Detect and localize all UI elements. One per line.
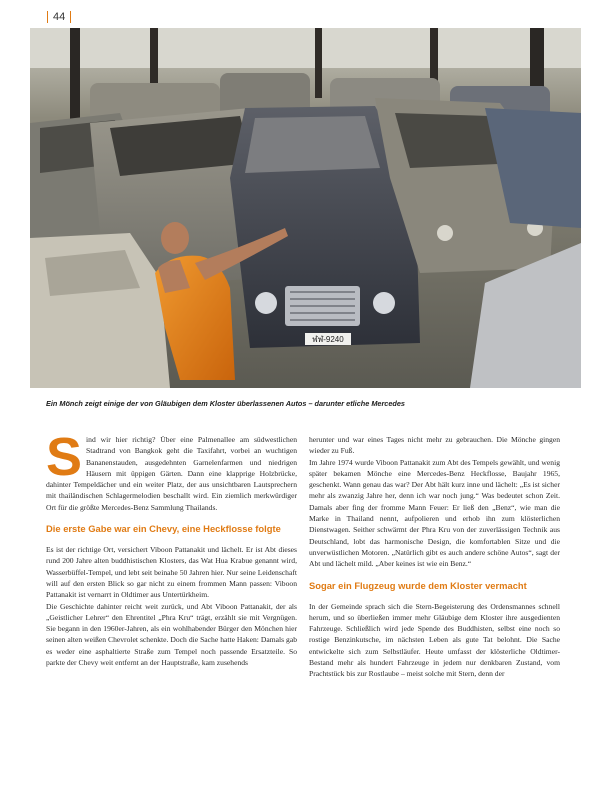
- intro-paragraph: [46, 427, 297, 513]
- article-photo: [30, 28, 581, 388]
- drop-cap: S: [46, 427, 83, 487]
- subheading-airplane: Sogar ein Flugzeug wurde dem Kloster vermacht: [309, 579, 527, 591]
- page-number: 44: [47, 11, 71, 23]
- paragraph-history: Die Geschichte dahinter reicht weit zurück, und Abt Viboon Pattanakit, der als „Geistlicher Lehrer“ den Ehrentitel „Phra Kru“ trägt, erzählt sie mit Vergnügen. Sie begann in den 1960er-Jahren, als ein wohlhabender Bürger den Mönchen hier seinen alten weißen Chevrolet schenkte. Doch die Sache hatte Haken: Damals gab es weder eine asphaltierte Straße zum Tempel noch passende Ersatzteile. So parkte der Chevy weit entfernt an der Hauptstraße, kam zusehends: [46, 601, 297, 668]
- intro-text: ind wir hier richtig? Über eine Palmenallee am südwestlichen Stadtrand von Bangkok geht die Taxifahrt, vorbei an wuchtigen Bananenstauden, ausgedehnten Garnelenfarmen und niedrigen Häusern mit üppigen Gärten. Dann eine klapprige Holzbrücke, dahinter Tempeldächer und ein weiter Platz, der aus unsichtbaren Lautsprechern mit thailändischen Schlagermelodien beschallt wird. Ein ziemlich merkwürdiger Ort für die größte Mercedes-Benz Sammlung Thailands.: [46, 435, 297, 512]
- article-column-left: [46, 427, 297, 668]
- license-plate: ฬฬ-9240: [312, 335, 344, 344]
- paragraph-abbot: Es ist der richtige Ort, versichert Viboon Pattanakit und lächelt. Er ist Abt dieses rund 200 Jahre alten buddhistischen Klosters, das Wat Hua Krabue genannt wird, Wasserbüffel-Tempel, und lebt seit beinahe 50 Jahren hier. Nur seine Leidenschaft will auf den ersten Blick so gar nicht zu einem frommen Mann passen: Viboon Pattanakit ist vernarrt in Oldtimer aus Untertürkheim.: [46, 545, 297, 600]
- paragraph-continuation: herunter und war eines Tages nicht mehr zu gebrauchen. Die Mönche gingen wieder zu Fuß.: [309, 435, 560, 456]
- photo-caption: Ein Mönch zeigt einige der von Gläubigen dem Kloster überlassenen Autos – darunter etliche Mercedes: [46, 399, 405, 408]
- paragraph-1974: Im Jahre 1974 wurde Viboon Pattanakit zum Abt des Tempels gewählt, und wenig später bekamen Mönche eine Mercedes-Benz Heckflosse, Baujahr 1965, geschenkt. Wann genau das war? Der Abt hält kurz inne und lächelt: „Es ist sicher mehr als zwanzig Jahre her, denn ich war noch jung.“ Was bedeutet schon Zeit. Damals aber fing der fromme Mann Feuer: Er ließ den „Benz“, wie man die Marke in Thailand nennt, aufpolieren und erhob ihn zum klösterlichen Dienstwagen. Seither schwärmt der Phra Kru von der zuverlässigen Technik aus Deutschland, lobt das harmonische Design, die komfortablen Sitze und die unverwüstlichen Motoren. „Natürlich gibt es auch andere schöne Autos“, sagt der Abt und lächelt mild. „Aber keines ist wie ein Benz.“: [309, 457, 560, 569]
- subheading-first-gift: Die erste Gabe war ein Chevy, eine Heckflosse folgte: [46, 523, 281, 535]
- article-column-right: [309, 434, 560, 680]
- paragraph-donations: In der Gemeinde sprach sich die Stern-Begeisterung des Ordensmannes schnell herum, und so überließen immer mehr Gläubige dem Kloster ihre ausgedienten Fahrzeuge. Schließlich wird jede Spende des Buddhisten, selbst eine noch so rostige Benzinkutsche, im nächsten Leben als gute Tat belohnt. Die Sache entwickelte sich zum Selbstläufer. Heute umfasst der klösterliche Oldtimer-Bestand mehr als hundert Fahrzeuge in jedem nur denkbaren Zustand, vom Prachtstück bis zur Rostlaube – meist solche mit Stern, denn der: [309, 601, 560, 679]
